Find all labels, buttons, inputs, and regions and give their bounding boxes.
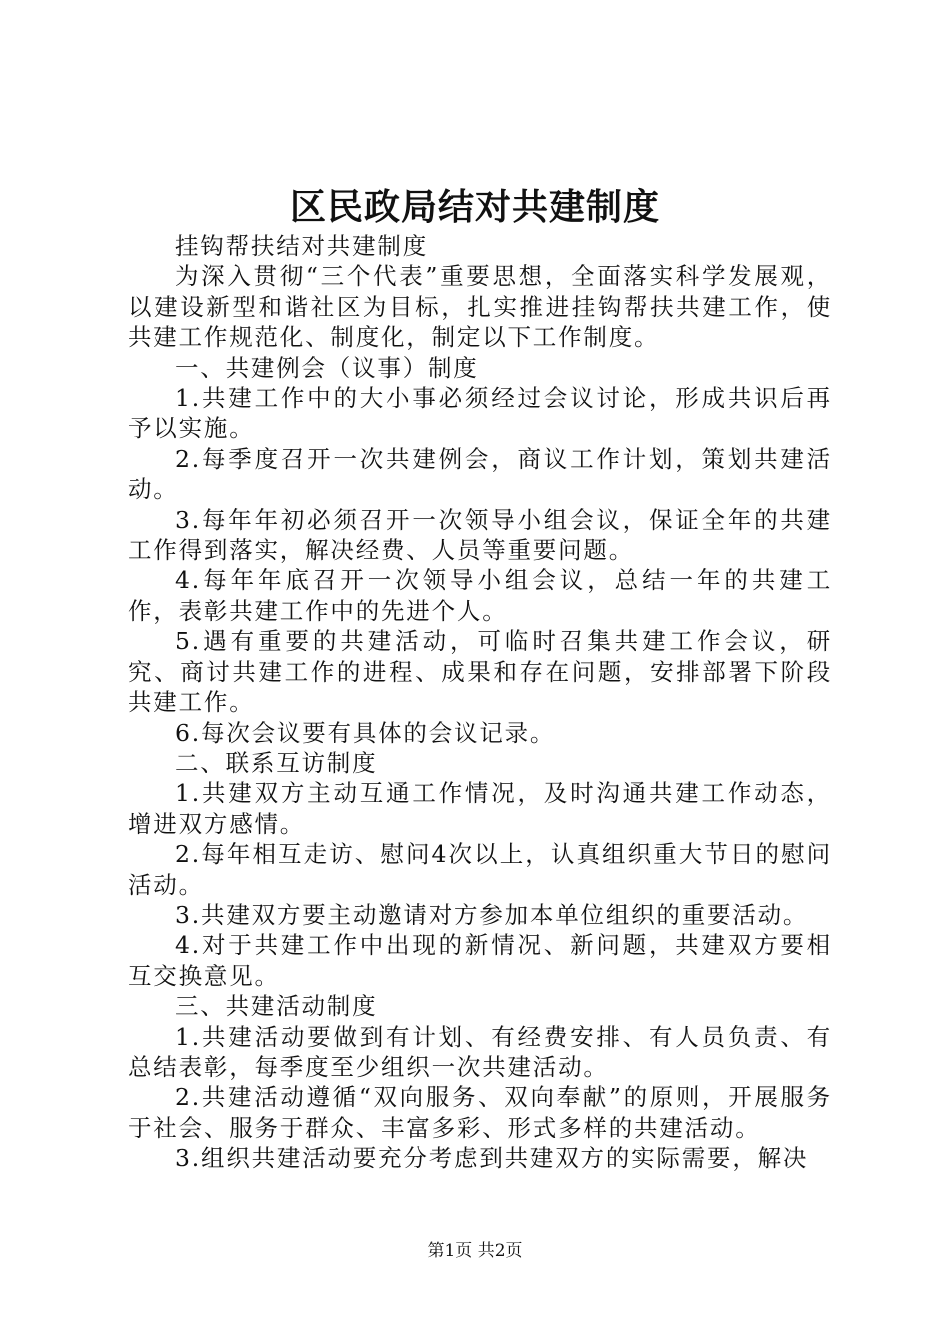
- activities-item-3: 3.组织共建活动要充分考虑到共建双方的实际需要，解决: [175, 1144, 809, 1173]
- activities-item-2: 2.共建活动遵循“双向服务、双向奉献”的原则，开展服务于社会、服务于群众、丰富多彩、形式多样的共建活动。: [128, 1083, 832, 1142]
- meetings-item-4: 4.每年年底召开一次领导小组会议，总结一年的共建工作，表彰共建工作中的先进个人。: [128, 566, 832, 625]
- section-heading-meetings: 一、共建例会（议事）制度: [175, 353, 479, 382]
- visits-item-3: 3.共建双方要主动邀请对方参加本单位组织的重要活动。: [175, 900, 809, 929]
- activities-item-1: 1.共建活动要做到有计划、有经费安排、有人员负责、有总结表彰，每季度至少组织一次共建活动。: [128, 1022, 832, 1081]
- page-footer: 第1页 共2页: [427, 1241, 523, 1261]
- subtitle-paragraph: 挂钩帮扶结对共建制度: [175, 232, 428, 260]
- document-body: [128, 231, 832, 1174]
- visits-item-4: 4.对于共建工作中出现的新情况、新问题，共建双方要相互交换意见。: [128, 931, 832, 990]
- visits-item-2: 2.每年相互走访、慰问4次以上，认真组织重大节日的慰问活动。: [128, 840, 832, 899]
- section-heading-visits: 二、联系互访制度: [175, 748, 378, 777]
- meetings-item-1: 1.共建工作中的大小事必须经过会议讨论，形成共识后再予以实施。: [128, 384, 832, 443]
- meetings-item-5: 5.遇有重要的共建活动，可临时召集共建工作会议，研究、商讨共建工作的进程、成果和存在问题，安排部署下阶段共建工作。: [128, 627, 832, 717]
- visits-item-1: 1.共建双方主动互通工作情况，及时沟通共建工作动态，增进双方感情。: [128, 779, 832, 838]
- meetings-item-6: 6.每次会议要有具体的会议记录。: [175, 718, 556, 747]
- document-title: 区民政局结对共建制度: [289, 186, 660, 228]
- intro-paragraph: 为深入贯彻“三个代表”重要思想，全面落实科学发展观，以建设新型和谐社区为目标，扎实推进挂钩帮扶共建工作，使共建工作规范化、制度化，制定以下工作制度。: [128, 262, 832, 352]
- section-heading-activities: 三、共建活动制度: [175, 992, 378, 1021]
- meetings-item-3: 3.每年年初必须召开一次领导小组会议，保证全年的共建工作得到落实，解决经费、人员等重要问题。: [128, 505, 832, 565]
- meetings-item-2: 2.每季度召开一次共建例会，商议工作计划，策划共建活动。: [128, 444, 832, 504]
